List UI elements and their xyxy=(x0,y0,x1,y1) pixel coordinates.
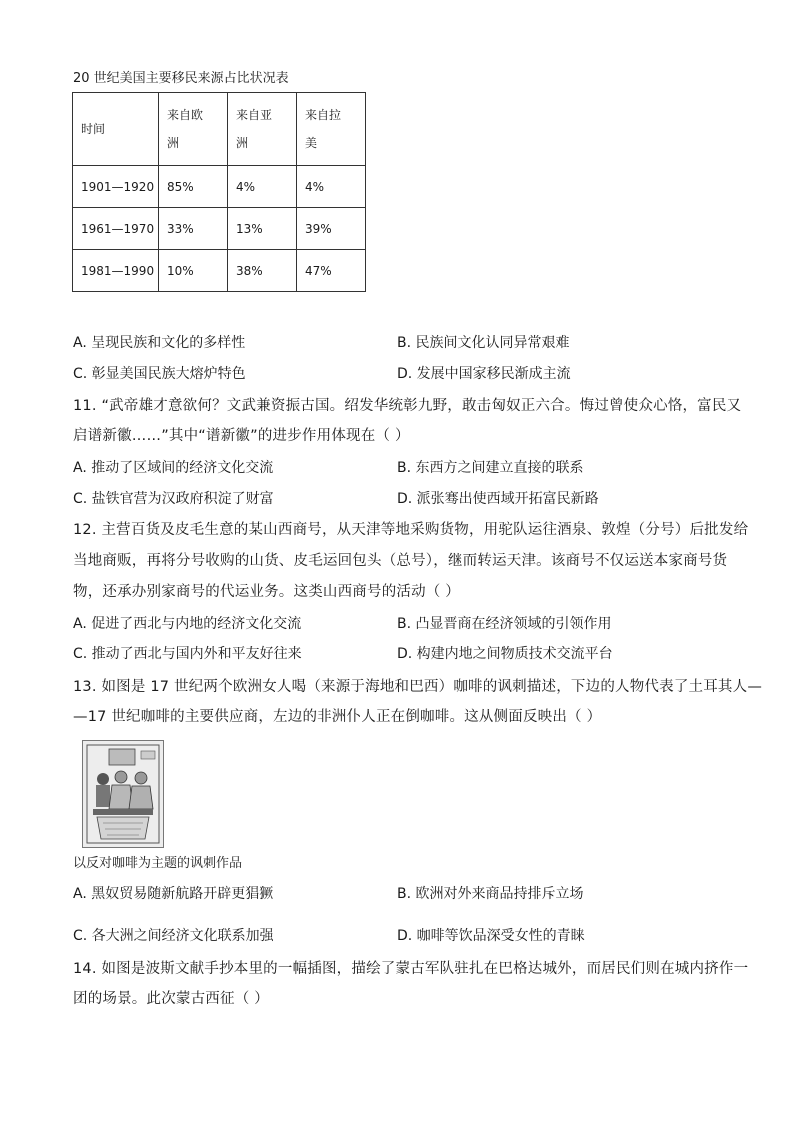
q13-option-c: C. 各大洲之间经济文化联系加强 xyxy=(73,928,274,944)
table-cell: 1961—1970 xyxy=(73,208,159,250)
q13-option-a: A. 黑奴贸易随新航路开辟更猖獗 xyxy=(73,886,274,902)
q10-option-d: D. 发展中国家移民渐成主流 xyxy=(397,366,571,382)
table-caption: 20 世纪美国主要移民来源占比状况表 xyxy=(73,71,289,86)
q13-option-d: D. 咖啡等饮品深受女性的青睐 xyxy=(397,928,585,944)
q10-option-b: B. 民族间文化认同异常艰难 xyxy=(397,335,570,351)
q13-stem-line1: 13. 如图是 17 世纪两个欧洲女人喝（来源于海地和巴西）咖啡的讽刺描述，下边的人物代表了土耳其人— xyxy=(73,679,763,695)
q13-stem-line2: —17 世纪咖啡的主要供应商，左边的非洲仆人正在倒咖啡。这从侧面反映出（ ） xyxy=(73,709,602,725)
table-cell: 13% xyxy=(228,208,297,250)
figure-caption: 以反对咖啡为主题的讽刺作品 xyxy=(73,856,243,871)
q14-stem-line1: 14. 如图是波斯文献手抄本里的一幅插图，描绘了蒙古军队驻扎在巴格达城外，而居民们则在城内挤作一 xyxy=(73,961,749,977)
q12-option-a: A. 促进了西北与内地的经济文化交流 xyxy=(73,616,302,632)
header-cell-asia: 来自亚 洲 xyxy=(228,93,297,166)
table-cell: 4% xyxy=(297,166,366,208)
q11-stem-line1: 11. “武帝雄才意欲何？文武兼资振古国。绍发华统彰九野，敢击匈奴正六合。悔过曾使众心恪，富民又 xyxy=(73,398,742,414)
q12-stem-line2: 当地商贩，再将分号收购的山货、皮毛运回包头（总号），继而转运天津。该商号不仅运送本家商号货 xyxy=(73,553,728,569)
table-cell: 1901—1920 xyxy=(73,166,159,208)
q10-option-a: A. 呈现民族和文化的多样性 xyxy=(73,335,246,351)
q12-option-c: C. 推动了西北与国内外和平友好往来 xyxy=(73,646,302,662)
table-cell: 47% xyxy=(297,250,366,292)
table-cell: 85% xyxy=(159,166,228,208)
q11-option-b: B. 东西方之间建立直接的联系 xyxy=(397,460,584,476)
q12-stem-line3: 物，还承办别家商号的代运业务。这类山西商号的活动（ ） xyxy=(73,584,461,600)
header-cell-latin-america: 来自拉 美 xyxy=(297,93,366,166)
q11-option-d: D. 派张骞出使西域开拓富民新路 xyxy=(397,491,599,507)
table-cell: 38% xyxy=(228,250,297,292)
table-cell: 33% xyxy=(159,208,228,250)
q10-option-c: C. 彰显美国民族大熔炉特色 xyxy=(73,366,246,382)
q13-option-b: B. 欧洲对外来商品持排斥立场 xyxy=(397,886,584,902)
q14-stem-line2: 团的场景。此次蒙古西征（ ） xyxy=(73,991,269,1007)
table-cell: 1981—1990 xyxy=(73,250,159,292)
table-row xyxy=(73,166,366,208)
table-row xyxy=(73,250,366,292)
q12-stem-line1: 12. 主营百货及皮毛生意的某山西商号，从天津等地采购货物，用驼队运往酒泉、敦煌（分号）后批发给 xyxy=(73,522,749,538)
table-cell: 4% xyxy=(228,166,297,208)
table-cell: 10% xyxy=(159,250,228,292)
satirical-coffee-engraving xyxy=(82,740,164,848)
q12-option-b: B. 凸显晋商在经济领域的引领作用 xyxy=(397,616,612,632)
q12-option-d: D. 构建内地之间物质技术交流平台 xyxy=(397,646,613,662)
q11-option-a: A. 推动了区域间的经济文化交流 xyxy=(73,460,274,476)
header-cell-europe: 来自欧 洲 xyxy=(159,93,228,166)
migration-table xyxy=(72,92,366,292)
table-row xyxy=(73,208,366,250)
q11-stem-line2: 启谱新徽……”其中“谱新徽”的进步作用体现在（ ） xyxy=(73,428,410,444)
table-cell: 39% xyxy=(297,208,366,250)
header-cell-time: 时间 xyxy=(73,93,159,166)
q11-option-c: C. 盐铁官营为汉政府积淀了财富 xyxy=(73,491,274,507)
table-header-row xyxy=(73,93,366,166)
engraving-illustration xyxy=(83,741,163,847)
